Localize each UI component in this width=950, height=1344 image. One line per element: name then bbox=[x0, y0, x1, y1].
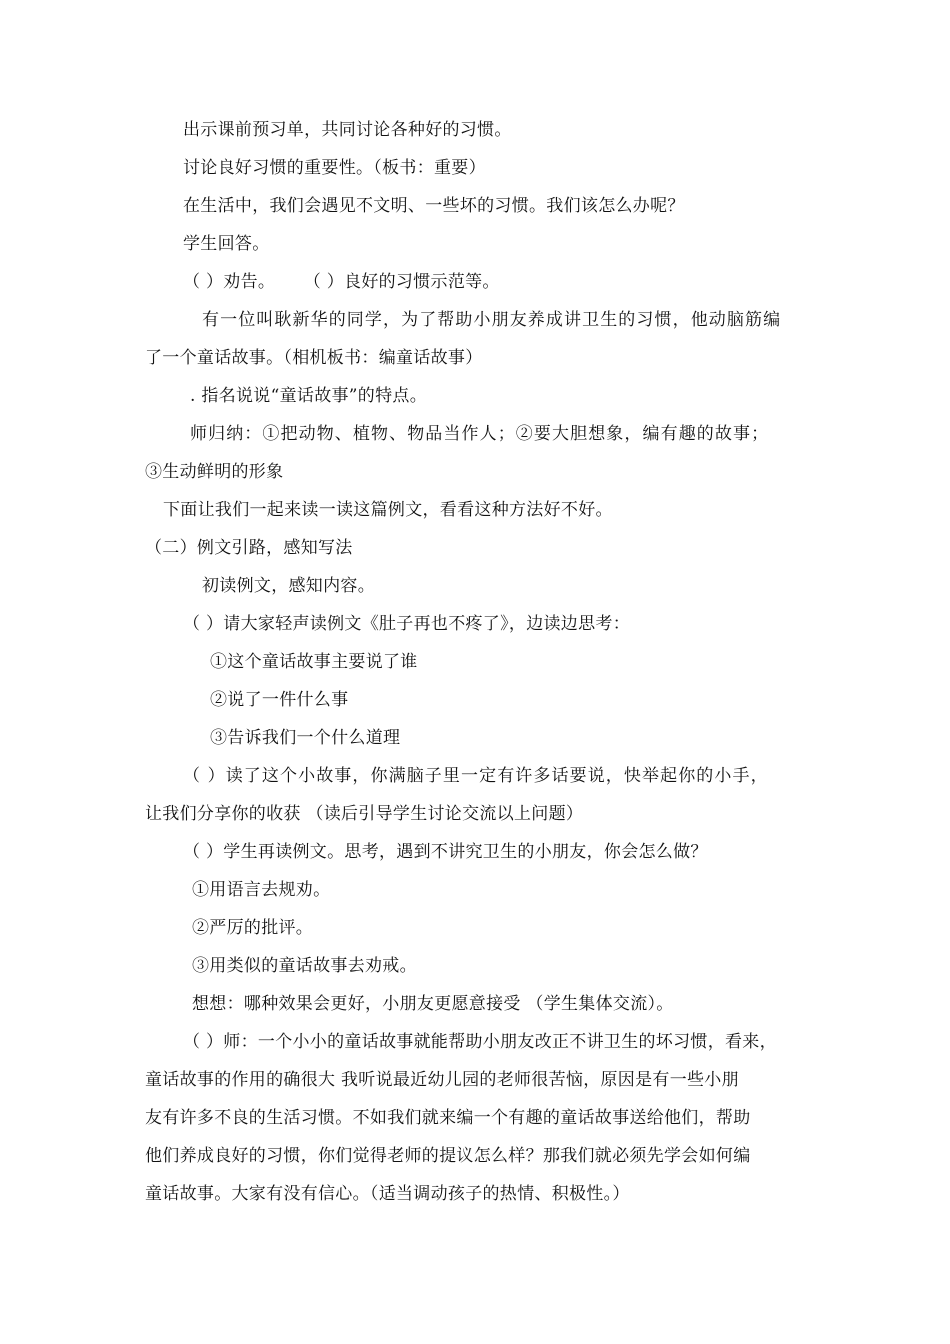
text-line: 师归纳：①把动物、植物、物品当作人；②要大胆想象，编有趣的故事； bbox=[190, 424, 770, 444]
text-line: 他们养成良好的习惯，你们觉得老师的提议怎么样？那我们就必须先学会如何编 bbox=[145, 1146, 751, 1166]
text-line: 讨论良好习惯的重要性。（板书：重要） bbox=[183, 158, 486, 178]
text-line: ②说了一件什么事 bbox=[210, 690, 349, 710]
text-line: ①用语言去规劝。 bbox=[192, 880, 331, 900]
text-line: （ ）请大家轻声读例文《肚子再也不疼了》，边读边思考： bbox=[183, 614, 631, 634]
text-line: （ ）劝告。 （ ）良好的习惯示范等。 bbox=[183, 272, 500, 292]
text-line: 下面让我们一起来读一读这篇例文，看看这种方法好不好。 bbox=[163, 500, 613, 520]
text-line: 想想：哪种效果会更好，小朋友更愿意接受 （学生集体交流）。 bbox=[192, 994, 674, 1014]
text-line: 让我们分享你的收获 （读后引导学生讨论交流以上问题） bbox=[145, 804, 584, 824]
text-line: 童话故事的作用的确很大 我听说最近幼儿园的老师很苦恼，原因是有一些小朋 bbox=[145, 1070, 739, 1090]
text-line: 有一位叫耿新华的同学，为了帮助小朋友养成讲卫生的习惯，他动脑筋编 bbox=[202, 310, 782, 330]
text-line: （ ）师：一个小小的童话故事就能帮助小朋友改正不讲卫生的坏习惯，看来， bbox=[183, 1032, 777, 1052]
text-line: ③生动鲜明的形象 bbox=[145, 462, 284, 482]
text-line: 学生回答。 bbox=[183, 234, 270, 254]
text-line: 在生活中，我们会遇见不文明、一些坏的习惯。我们该怎么办呢？ bbox=[183, 196, 685, 216]
text-line: ①这个童话故事主要说了谁 bbox=[210, 652, 418, 672]
text-line: 童话故事。大家有没有信心。（适当调动孩子的热情、积极性。） bbox=[145, 1184, 630, 1204]
text-line: （ ）学生再读例文。思考，遇到不讲究卫生的小朋友，你会怎么做？ bbox=[183, 842, 708, 862]
text-line: 了一个童话故事。（相机板书：编童话故事） bbox=[145, 348, 483, 368]
section-heading: （二）例文引路，感知写法 bbox=[145, 538, 353, 558]
text-line: 初读例文，感知内容。 bbox=[202, 576, 375, 596]
text-line: ③用类似的童话故事去劝戒。 bbox=[192, 956, 417, 976]
text-line: ③告诉我们一个什么道理 bbox=[210, 728, 401, 748]
text-line: 出示课前预习单，共同讨论各种好的习惯。 bbox=[183, 120, 512, 140]
text-line: ②严厉的批评。 bbox=[192, 918, 314, 938]
text-line: （ ）读了这个小故事，你满脑子里一定有许多话要说，快举起你的小手， bbox=[183, 766, 769, 786]
text-line: . 指名说说“童话故事”的特点。 bbox=[190, 386, 427, 406]
text-line: 友有许多不良的生活习惯。不如我们就来编一个有趣的童话故事送给他们，帮助 bbox=[145, 1108, 751, 1128]
